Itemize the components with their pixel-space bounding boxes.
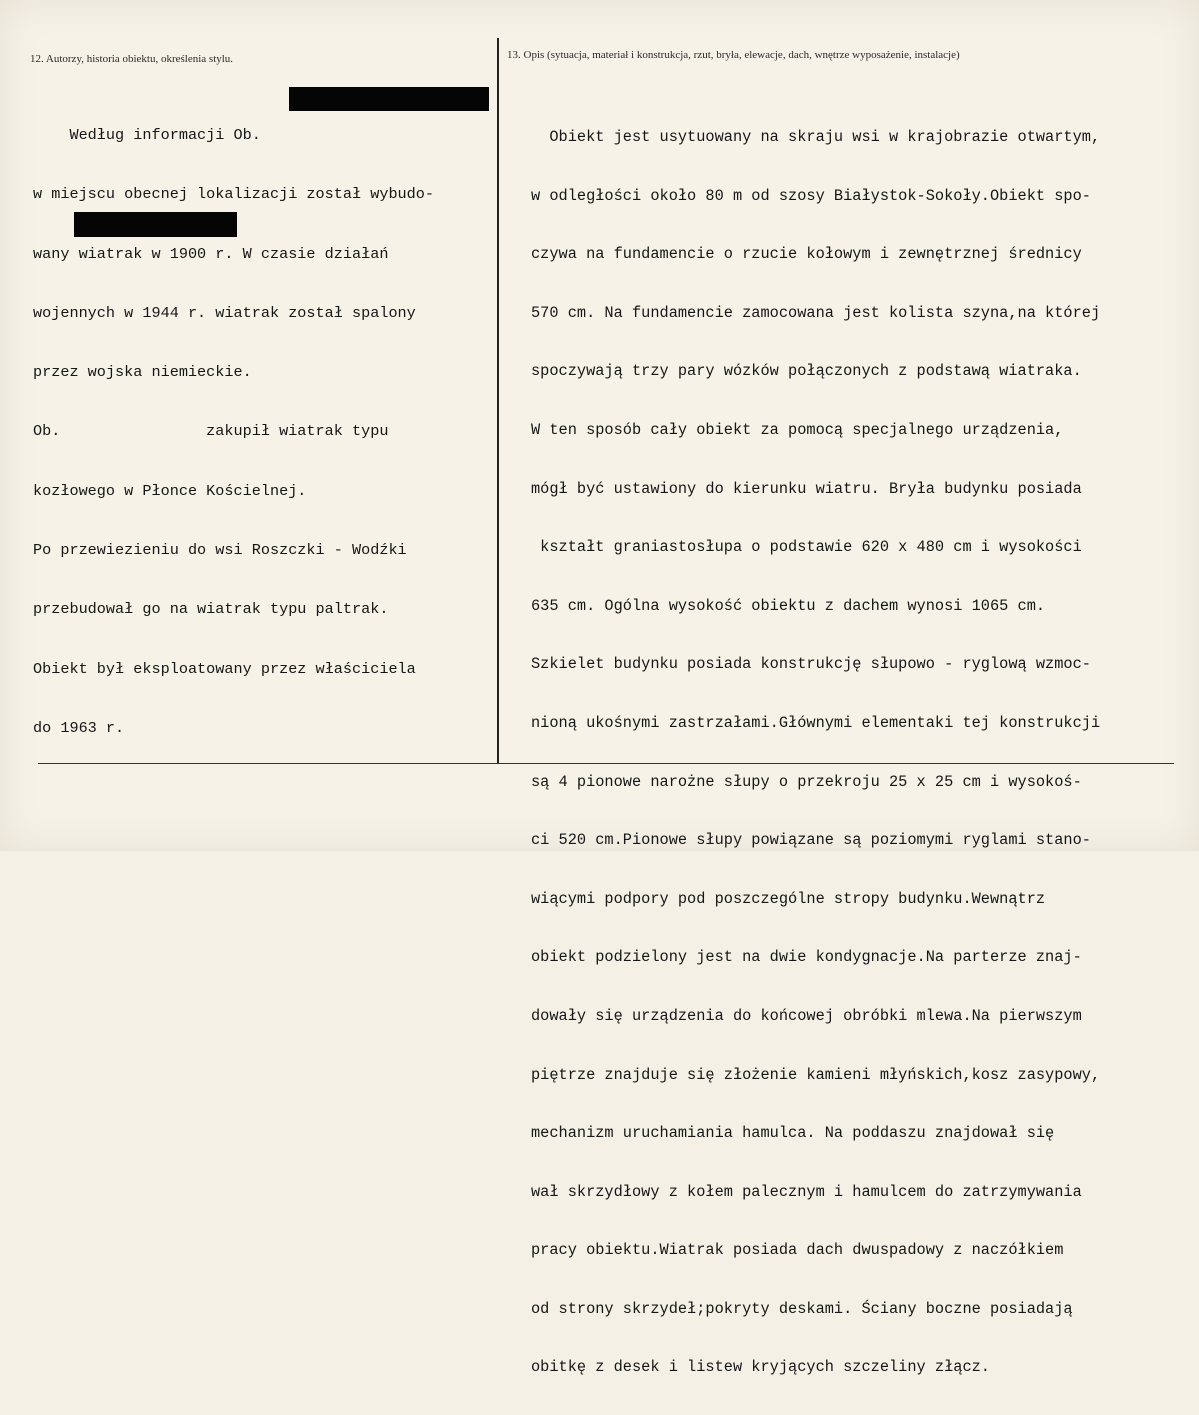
text-line: 635 cm. Ogólna wysokość obiektu z dachem wynosi 1065 cm. [531, 596, 1046, 615]
text-line: spoczywają trzy pary wózków połączonych z podstawą wiatraka. [531, 362, 1082, 381]
redaction-bar [74, 212, 237, 237]
text-line: obiekt podzielony jest na dwie kondygnacje.Na parterze znaj- [531, 948, 1082, 967]
text-line: przez wojska niemieckie. [33, 363, 252, 382]
text-line: w miejscu obecnej lokalizacji został wybudo- [33, 185, 435, 204]
text-line: od strony skrzydeł;pokryty deskami. Ściany boczne posiadają [531, 1299, 1073, 1318]
text-line: wany wiatrak w 1900 r. W czasie działań [33, 244, 389, 263]
column-divider [497, 38, 499, 763]
text-line: w odległości około 80 m od szosy Białystok-Sokoły.Obiekt spo- [531, 186, 1091, 205]
text-line: nioną ukośnymi zastrzałami.Głównymi elementaki tej konstrukcji [531, 713, 1101, 732]
text-line: mechanizm uruchamiania hamulca. Na poddaszu znajdował się [531, 1124, 1055, 1143]
text-line: wiącymi podpory pod poszczególne stropy budynku.Wewnątrz [531, 889, 1046, 908]
text-line: mógł być ustawiony do kierunku wiatru. Bryła budynku posiada [531, 479, 1082, 498]
text-line: Po przewiezieniu do wsi Roszczki - Wodźki [33, 541, 407, 560]
text-line: do 1963 r. [33, 718, 125, 737]
text-line: Obiekt jest usytuowany na skraju wsi w krajobrazie otwartym, [531, 128, 1101, 146]
text-line: są 4 pionowe narożne słupy o przekroju 25 x 25 cm i wysokoś- [531, 772, 1082, 791]
text-line: piętrze znajduje się złożenie kamieni młyńskich,kosz zasypowy, [531, 1065, 1101, 1084]
text-line: pracy obiektu.Wiatrak posiada dach dwuspadowy z naczółkiem [531, 1241, 1064, 1260]
text-line: dowały się urządzenia do końcowej obróbki mlewa.Na pierwszym [531, 1006, 1082, 1025]
section-12-header: 12. Autorzy, historia obiektu, określenia stylu. [30, 53, 234, 65]
text-line: czywa na fundamencie o rzucie kołowym i zewnętrznej średnicy [531, 245, 1082, 264]
text-line: Obiekt był eksploatowany przez właściciela [33, 659, 416, 678]
text-line: kształt graniastosłupa o podstawie 620 x 480 cm i wysokości [531, 538, 1082, 557]
text-line: W ten sposób cały obiekt za pomocą specjalnego urządzenia, [531, 420, 1064, 439]
redaction-bar [289, 87, 489, 111]
section-13-header: 13. Opis (sytuacja, materiał i konstrukcja, rzut, bryła, elewacje, dach, wnętrze wyposażenie, instalacje) [507, 49, 960, 61]
text-line: przebudował go na wiatrak typu paltrak. [33, 600, 389, 619]
text-line: 570 cm. Na fundamencie zamocowana jest kolista szyna,na której [531, 303, 1101, 322]
text-line: Ob. zakupił wiatrak typu [33, 422, 389, 441]
text-line: obitkę z desek i listew kryjących szczeliny złącz. [531, 1358, 990, 1377]
text-line: wojennych w 1944 r. wiatrak został spalony [33, 303, 416, 322]
text-line: kozłowego w Płonce Kościelnej. [33, 481, 307, 500]
text-line: Szkielet budynku posiada konstrukcję słupowo - ryglową wzmoc- [531, 655, 1091, 674]
text-line: wał skrzydłowy z kołem palecznym i hamulcem do zatrzymywania [531, 1182, 1082, 1201]
section-13-body [531, 90, 1100, 1415]
text-line: Według informacji Ob. [33, 126, 261, 144]
section-12-body [33, 88, 434, 776]
text-line: ci 520 cm.Pionowe słupy powiązane są poziomymi ryglami stano- [531, 831, 1091, 850]
